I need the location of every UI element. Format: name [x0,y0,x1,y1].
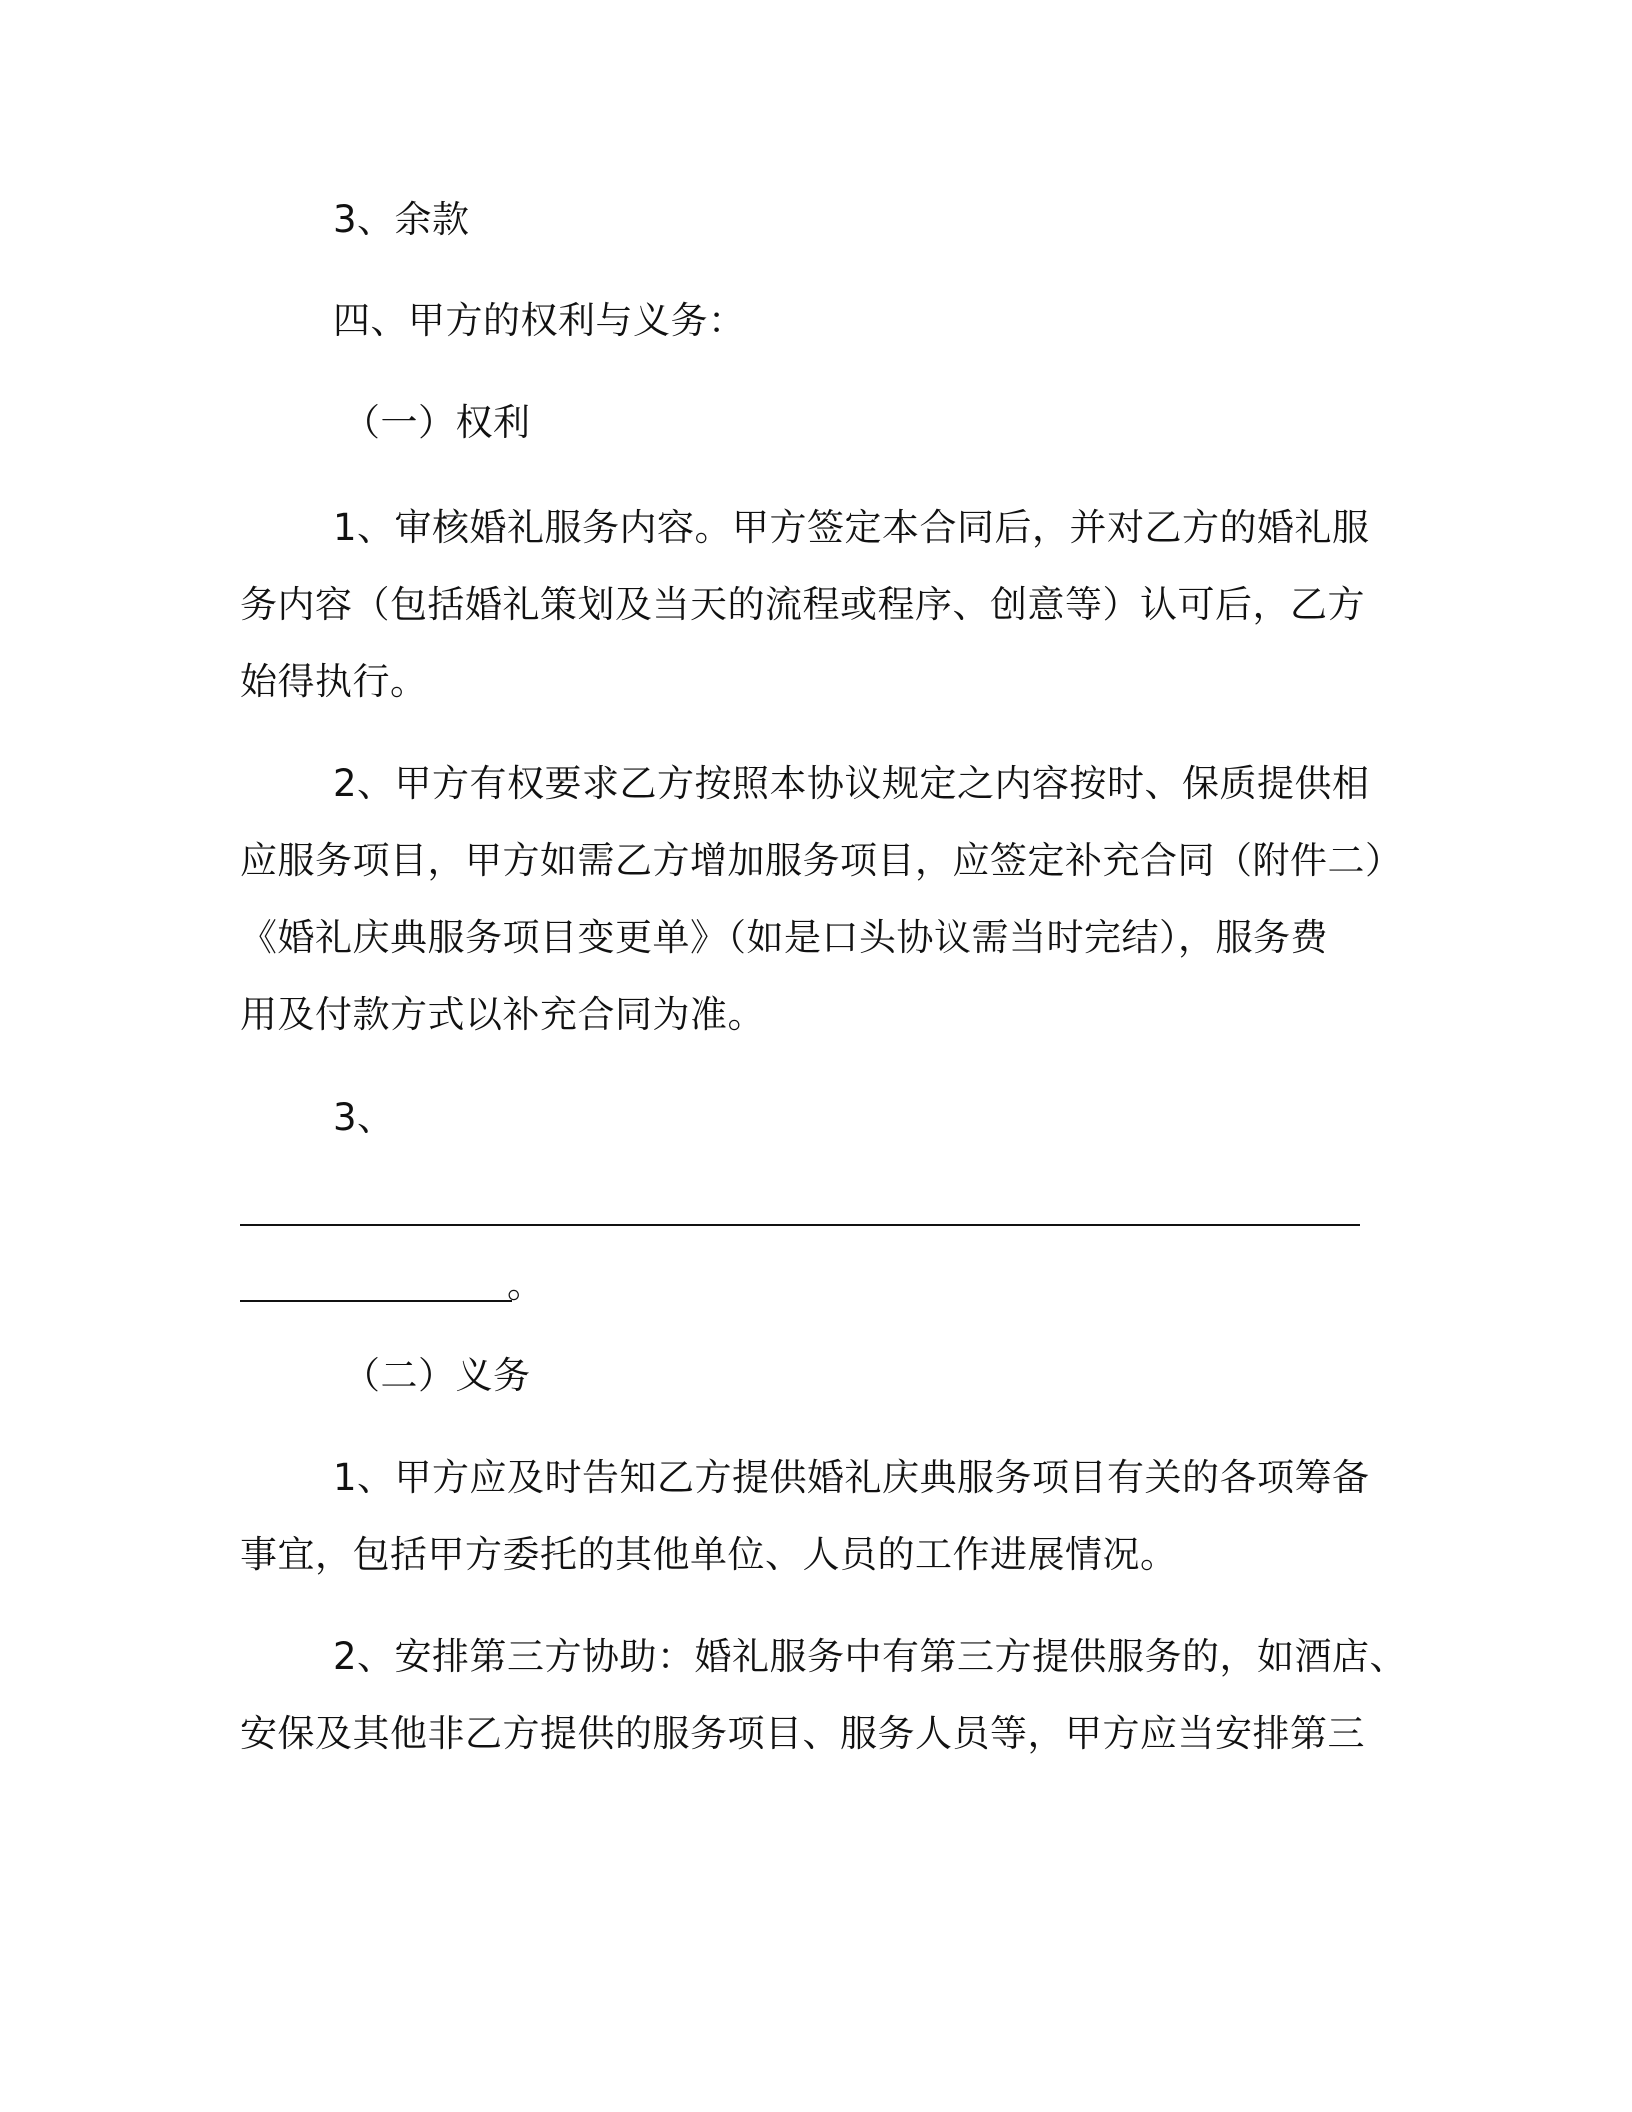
subsection-title-obligations: （二）义务 [343,1354,531,1397]
obligations-item1-line1: 1、甲方应及时告知乙方提供婚礼庆典服务项目有关的各项筹备 [333,1456,1370,1499]
rights-item3-end: 。 [507,1263,545,1306]
rights-item2-line4: 用及付款方式以补充合同为准。 [240,993,765,1036]
rights-item2-line1: 2、甲方有权要求乙方按照本协议规定之内容按时、保质提供相 [333,762,1370,805]
rights-item3-label: 3、 [333,1096,395,1139]
rights-item3-blank-line1 [240,1224,1360,1226]
rights-item1-line2: 务内容（包括婚礼策划及当天的流程或程序、创意等）认可后，乙方 [240,583,1365,626]
heading-balance: 3、余款 [333,198,470,241]
rights-item2-line2: 应服务项目，甲方如需乙方增加服务项目，应签定补充合同（附件二） [240,839,1403,882]
obligations-item2-line2: 安保及其他非乙方提供的服务项目、服务人员等，甲方应当安排第三 [240,1712,1365,1755]
obligations-item2-line1: 2、安排第三方协助：婚礼服务中有第三方提供服务的，如酒店、 [333,1635,1408,1678]
subsection-title-rights: （一）权利 [343,401,531,444]
obligations-item1-line2: 事宜，包括甲方委托的其他单位、人员的工作进展情况。 [240,1533,1178,1576]
rights-item1-line1: 1、审核婚礼服务内容。甲方签定本合同后，并对乙方的婚礼服 [333,506,1370,549]
rights-item2-line3: 《婚礼庆典服务项目变更单》（如是口头协议需当时完结），服务费 [240,916,1328,959]
rights-item1-line3: 始得执行。 [240,660,428,703]
section-title-party-a-rights-obligations: 四、甲方的权利与义务： [333,299,746,342]
rights-item3-blank-line2 [240,1300,512,1302]
